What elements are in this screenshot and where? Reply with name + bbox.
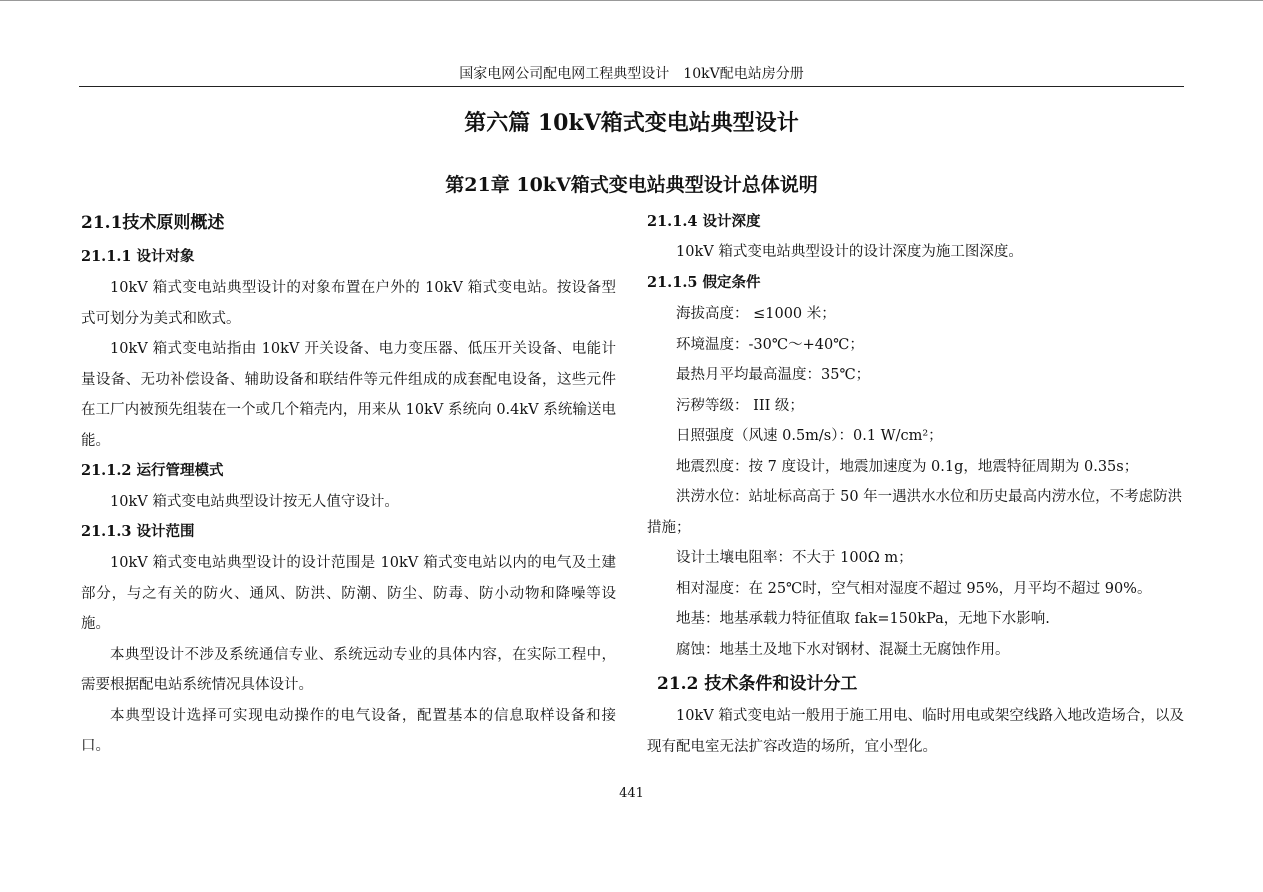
paragraph: 10kV 箱式变电站典型设计的设计范围是 10kV 箱式变电站以内的电气及土建部分，与之有关的防火、通风、防洪、防潮、防尘、防毒、防小动物和降噪等设施。	[81, 555, 616, 632]
paragraph: 10kV 箱式变电站典型设计的设计深度为施工图深度。	[676, 244, 1023, 260]
chapter-title: 第21章 10kV箱式变电站典型设计总体说明	[445, 174, 818, 196]
condition-pollution: 污秽等级： III 级；	[676, 397, 804, 414]
condition-soil-resistivity: 设计土壤电阻率：不大于 100Ω m；	[676, 550, 913, 566]
section-21-1-4-heading: 21.1.4 设计深度	[647, 213, 761, 230]
conditions-list	[647, 299, 1184, 665]
paragraph: 本典型设计不涉及系统通信专业、系统远动专业的具体内容，在实际工程中，需要根据配电站系统情况具体设计。	[81, 646, 616, 693]
condition-altitude: 海拔高度： ≤1000 米；	[676, 306, 836, 322]
condition-foundation: 地基：地基承载力特征值取 fak=150kPa，无地下水影响.	[676, 611, 1050, 627]
running-header: 国家电网公司配电网工程典型设计 10kV配电站房分册	[459, 66, 804, 82]
top-border	[0, 0, 1263, 1]
condition-humidity: 相对湿度：在 25℃时，空气相对湿度不超过 95%，月平均不超过 90%。	[676, 580, 1152, 597]
section-21-1-heading: 21.1技术原则概述	[81, 213, 225, 233]
part-title: 第六篇 10kV箱式变电站典型设计	[464, 110, 799, 136]
header-rule	[79, 86, 1184, 87]
condition-corrosion: 腐蚀：地基土及地下水对钢材、混凝土无腐蚀作用。	[676, 641, 1010, 658]
right-body-1	[647, 237, 1184, 268]
paragraph: 10kV 箱式变电站指由 10kV 开关设备、电力变压器、低压开关设备、电能计量设备、无功补偿设备、辅助设备和联结件等元件组成的成套配电设备，这些元件在工厂内被预先组装在一个或几个箱壳内，用来从 10kV 系统向 0.4kV 系统输送电能。	[81, 341, 616, 449]
left-body-1	[81, 273, 616, 456]
condition-temperature: 环境温度：-30℃～+40℃；	[676, 336, 864, 353]
right-body-2	[647, 701, 1184, 762]
section-21-1-1-heading: 21.1.1 设计对象	[81, 248, 195, 265]
condition-max-temperature: 最热月平均最高温度：35℃；	[676, 367, 871, 383]
page-number: 441	[619, 786, 644, 801]
section-21-2-heading: 21.2 技术条件和设计分工	[657, 674, 858, 694]
paragraph: 10kV 箱式变电站一般用于施工用电、临时用电或架空线路入地改造场合，以及现有配电室无法扩容改造的场所，宜小型化。	[647, 708, 1184, 755]
paragraph: 10kV 箱式变电站典型设计按无人值守设计。	[110, 494, 399, 510]
section-21-1-2-heading: 21.1.2 运行管理模式	[81, 462, 224, 479]
paragraph: 10kV 箱式变电站典型设计的对象布置在户外的 10kV 箱式变电站。按设备型式可划分为美式和欧式。	[81, 280, 616, 327]
condition-flood: 洪涝水位：站址标高高于 50 年一遇洪水水位和历史最高内涝水位，不考虑防洪措施；	[647, 489, 1183, 536]
condition-seismic: 地震烈度：按 7 度设计，地震加速度为 0.1g，地震特征周期为 0.35s；	[676, 458, 1139, 475]
left-body-2	[81, 487, 616, 518]
condition-irradiance: 日照强度（风速 0.5m/s）：0.1 W/cm²；	[676, 428, 943, 444]
section-21-1-3-heading: 21.1.3 设计范围	[81, 523, 195, 540]
section-21-1-5-heading: 21.1.5 假定条件	[647, 274, 761, 291]
left-body-3	[81, 548, 616, 762]
paragraph: 本典型设计选择可实现电动操作的电气设备，配置基本的信息取样设备和接口。	[81, 707, 616, 754]
